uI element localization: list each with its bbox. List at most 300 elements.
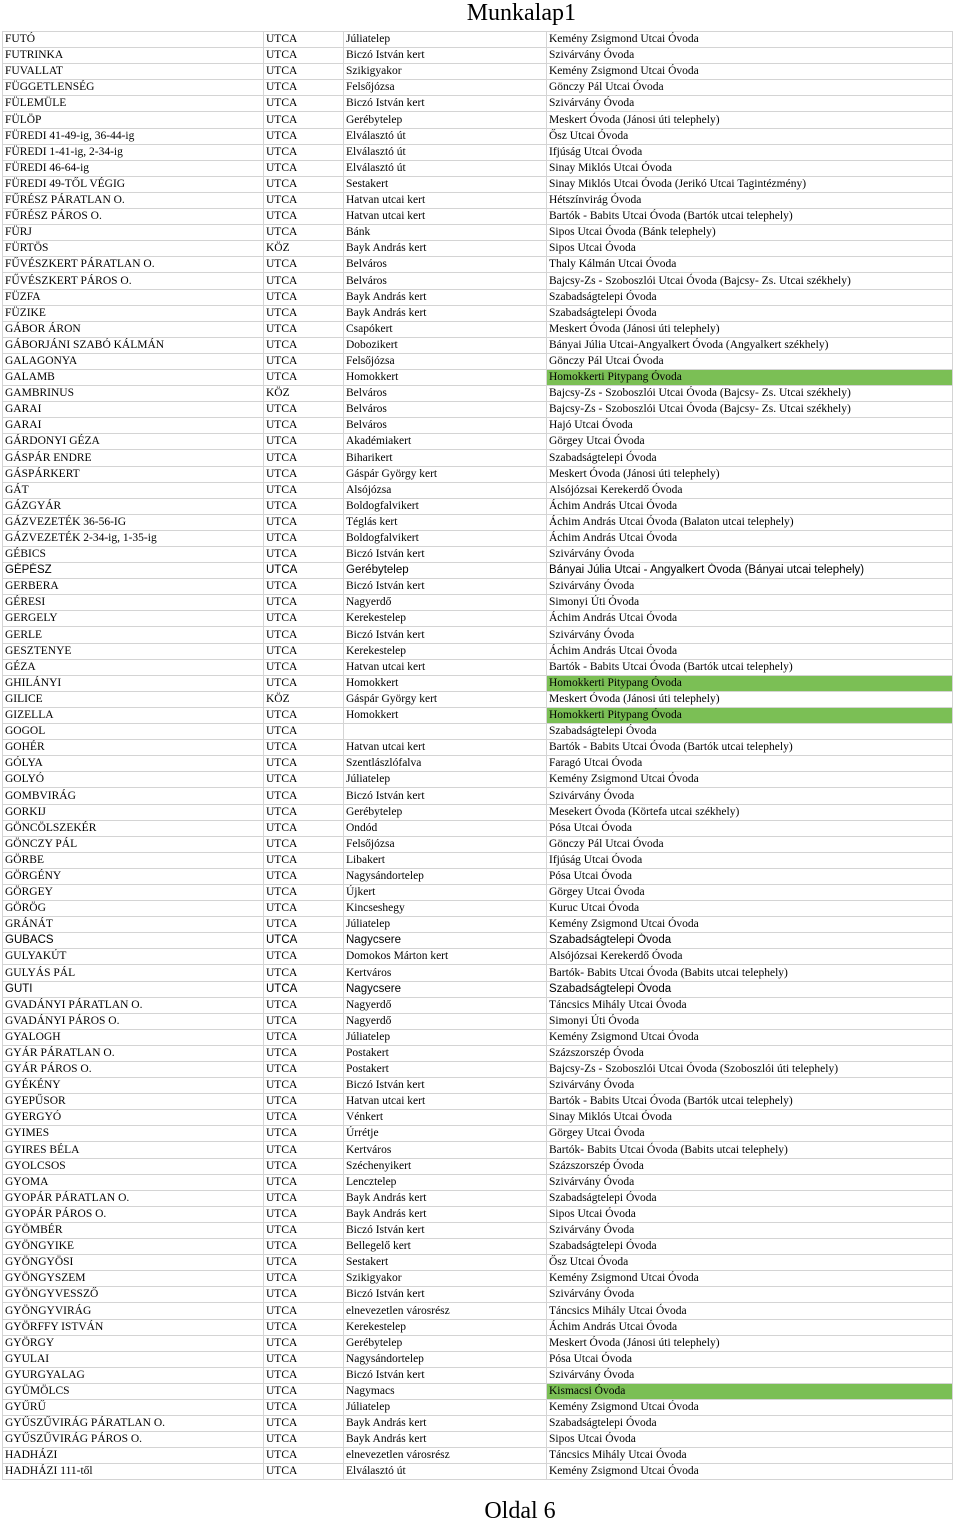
street-type-cell[interactable]: UTCA [264, 949, 344, 965]
kindergarten-cell[interactable]: Szivárvány Óvoda [547, 1222, 953, 1238]
street-type-cell[interactable]: UTCA [264, 1351, 344, 1367]
street-name-cell[interactable]: GRÁNÁT [3, 917, 264, 933]
district-cell[interactable]: Kerekestelep [344, 643, 547, 659]
kindergarten-cell[interactable]: Szabadságtelepi Óvoda [547, 450, 953, 466]
kindergarten-cell[interactable]: Ősz Utcai Óvoda [547, 1255, 953, 1271]
street-type-cell[interactable]: UTCA [264, 1094, 344, 1110]
district-cell[interactable]: Júliatelep [344, 32, 547, 48]
street-name-cell[interactable]: GESZTENYE [3, 643, 264, 659]
kindergarten-cell[interactable]: Kemény Zsigmond Utcai Óvoda [547, 1029, 953, 1045]
kindergarten-cell[interactable]: Görgey Utcai Óvoda [547, 434, 953, 450]
district-cell[interactable]: Bellegelő kert [344, 1239, 547, 1255]
kindergarten-cell[interactable]: Kemény Zsigmond Utcai Óvoda [547, 1464, 953, 1480]
street-type-cell[interactable]: UTCA [264, 1399, 344, 1415]
street-type-cell[interactable]: UTCA [264, 1383, 344, 1399]
kindergarten-cell[interactable]: Sipos Utcai Óvoda [547, 1432, 953, 1448]
district-cell[interactable]: Gáspár György kert [344, 466, 547, 482]
street-type-cell[interactable]: UTCA [264, 144, 344, 160]
kindergarten-cell[interactable]: Meskert Óvoda (Jánosi úti telephely) [547, 1335, 953, 1351]
street-type-cell[interactable]: UTCA [264, 901, 344, 917]
street-type-cell[interactable]: UTCA [264, 1206, 344, 1222]
district-cell[interactable]: Csapókert [344, 321, 547, 337]
street-type-cell[interactable]: UTCA [264, 1126, 344, 1142]
street-type-cell[interactable]: KÖZ [264, 386, 344, 402]
kindergarten-cell[interactable]: Bajcsy-Zs - Szoboszlói Utcai Óvoda (Bajcsy- Zs. Utcai székhely) [547, 386, 953, 402]
district-cell[interactable]: Bayk András kert [344, 1416, 547, 1432]
street-type-cell[interactable]: UTCA [264, 1416, 344, 1432]
district-cell[interactable]: Kertváros [344, 1142, 547, 1158]
kindergarten-cell[interactable]: Áchim András Utcai Óvoda [547, 530, 953, 546]
kindergarten-cell[interactable]: Kemény Zsigmond Utcai Óvoda [547, 64, 953, 80]
kindergarten-cell[interactable]: Hétszínvirág Óvoda [547, 192, 953, 208]
kindergarten-cell[interactable]: Hajó Utcai Óvoda [547, 418, 953, 434]
district-cell[interactable]: Biczó István kert [344, 1287, 547, 1303]
kindergarten-cell[interactable]: Faragó Utcai Óvoda [547, 756, 953, 772]
street-name-cell[interactable]: FŰRÉSZ PÁRATLAN O. [3, 192, 264, 208]
district-cell[interactable]: Gerébytelep [344, 1335, 547, 1351]
street-name-cell[interactable]: GYOPÁR PÁRATLAN O. [3, 1190, 264, 1206]
district-cell[interactable]: Nagyerdő [344, 595, 547, 611]
street-type-cell[interactable]: UTCA [264, 740, 344, 756]
street-type-cell[interactable]: UTCA [264, 482, 344, 498]
district-cell[interactable]: Vénkert [344, 1110, 547, 1126]
district-cell[interactable]: Bayk András kert [344, 241, 547, 257]
street-type-cell[interactable]: KÖZ [264, 691, 344, 707]
street-name-cell[interactable]: FUVALLAT [3, 64, 264, 80]
district-cell[interactable]: Biczó István kert [344, 579, 547, 595]
kindergarten-cell[interactable]: Szabadságtelepi Óvoda [547, 289, 953, 305]
street-type-cell[interactable]: UTCA [264, 257, 344, 273]
street-type-cell[interactable]: UTCA [264, 788, 344, 804]
district-cell[interactable]: Ondód [344, 820, 547, 836]
street-name-cell[interactable]: FÜRJ [3, 225, 264, 241]
district-cell[interactable]: Bánk [344, 225, 547, 241]
district-cell[interactable]: Nagycsere [344, 933, 547, 949]
street-type-cell[interactable]: UTCA [264, 192, 344, 208]
street-name-cell[interactable]: FŰVÉSZKERT PÁROS O. [3, 273, 264, 289]
street-name-cell[interactable]: GÁSPÁRKERT [3, 466, 264, 482]
district-cell[interactable]: Alsójózsa [344, 482, 547, 498]
district-cell[interactable]: Biczó István kert [344, 1222, 547, 1238]
kindergarten-cell[interactable]: Szabadságtelepi Óvoda [547, 981, 953, 997]
district-cell[interactable]: Elválasztó út [344, 144, 547, 160]
street-type-cell[interactable]: UTCA [264, 1271, 344, 1287]
street-type-cell[interactable]: UTCA [264, 112, 344, 128]
street-type-cell[interactable]: UTCA [264, 1174, 344, 1190]
kindergarten-cell[interactable]: Szabadságtelepi Óvoda [547, 305, 953, 321]
kindergarten-cell[interactable]: Görgey Utcai Óvoda [547, 884, 953, 900]
street-name-cell[interactable]: GYŰRŰ [3, 1399, 264, 1415]
kindergarten-cell[interactable]: Szivárvány Óvoda [547, 1078, 953, 1094]
kindergarten-cell[interactable]: Szabadságtelepi Óvoda [547, 1416, 953, 1432]
street-name-cell[interactable]: FÜZFA [3, 289, 264, 305]
district-cell[interactable]: Postakert [344, 1045, 547, 1061]
district-cell[interactable]: Gerébytelep [344, 563, 547, 579]
kindergarten-cell[interactable]: Meskert Óvoda (Jánosi úti telephely) [547, 691, 953, 707]
street-name-cell[interactable]: FÜZIKE [3, 305, 264, 321]
street-name-cell[interactable]: GOHÉR [3, 740, 264, 756]
street-name-cell[interactable]: GYÖNGYSZEM [3, 1271, 264, 1287]
street-type-cell[interactable]: UTCA [264, 868, 344, 884]
street-name-cell[interactable]: GHILÁNYI [3, 675, 264, 691]
street-name-cell[interactable]: GILICE [3, 691, 264, 707]
street-name-cell[interactable]: FUTRINKA [3, 48, 264, 64]
kindergarten-cell[interactable]: Meskert Óvoda (Jánosi úti telephely) [547, 112, 953, 128]
street-type-cell[interactable]: UTCA [264, 804, 344, 820]
street-type-cell[interactable]: UTCA [264, 498, 344, 514]
street-type-cell[interactable]: UTCA [264, 852, 344, 868]
kindergarten-cell[interactable]: Kemény Zsigmond Utcai Óvoda [547, 1271, 953, 1287]
street-type-cell[interactable]: UTCA [264, 627, 344, 643]
kindergarten-cell[interactable]: Kuruc Utcai Óvoda [547, 901, 953, 917]
street-name-cell[interactable]: GYÖMBÉR [3, 1222, 264, 1238]
district-cell[interactable]: Elválasztó út [344, 128, 547, 144]
street-name-cell[interactable]: GÖRBE [3, 852, 264, 868]
district-cell[interactable]: Biczó István kert [344, 1078, 547, 1094]
district-cell[interactable]: elnevezetlen városrész [344, 1303, 547, 1319]
district-cell[interactable]: Felsőjózsa [344, 353, 547, 369]
district-cell[interactable]: Boldogfalvikert [344, 530, 547, 546]
street-type-cell[interactable]: UTCA [264, 1029, 344, 1045]
street-type-cell[interactable]: UTCA [264, 225, 344, 241]
district-cell[interactable]: Elválasztó út [344, 1464, 547, 1480]
district-cell[interactable]: Nagyerdő [344, 997, 547, 1013]
street-name-cell[interactable]: GÁZGYÁR [3, 498, 264, 514]
district-cell[interactable]: Bayk András kert [344, 1432, 547, 1448]
street-name-cell[interactable]: GOMBVIRÁG [3, 788, 264, 804]
street-name-cell[interactable]: GOLYÓ [3, 772, 264, 788]
street-type-cell[interactable]: UTCA [264, 1222, 344, 1238]
district-cell[interactable]: Hatvan utcai kert [344, 209, 547, 225]
street-type-cell[interactable]: UTCA [264, 1448, 344, 1464]
street-type-cell[interactable]: UTCA [264, 32, 344, 48]
street-type-cell[interactable]: UTCA [264, 965, 344, 981]
street-name-cell[interactable]: GULYAKÚT [3, 949, 264, 965]
street-name-cell[interactable]: GÉBICS [3, 547, 264, 563]
kindergarten-cell[interactable]: Áchim András Utcai Óvoda (Balaton utcai telephely) [547, 514, 953, 530]
street-type-cell[interactable]: UTCA [264, 1045, 344, 1061]
street-name-cell[interactable]: GYÁR PÁRATLAN O. [3, 1045, 264, 1061]
street-type-cell[interactable]: UTCA [264, 80, 344, 96]
street-type-cell[interactable]: UTCA [264, 289, 344, 305]
district-cell[interactable]: Téglás kert [344, 514, 547, 530]
street-name-cell[interactable]: GYÁR PÁROS O. [3, 1062, 264, 1078]
district-cell[interactable]: Felsőjózsa [344, 80, 547, 96]
street-type-cell[interactable]: UTCA [264, 884, 344, 900]
street-type-cell[interactable]: UTCA [264, 1239, 344, 1255]
district-cell[interactable]: Júliatelep [344, 917, 547, 933]
district-cell[interactable]: Gerébytelep [344, 804, 547, 820]
kindergarten-cell[interactable]: Áchim András Utcai Óvoda [547, 498, 953, 514]
kindergarten-cell[interactable]: Sinay Miklós Utcai Óvoda [547, 1110, 953, 1126]
street-name-cell[interactable]: GYALOGH [3, 1029, 264, 1045]
district-cell[interactable]: Kerekestelep [344, 1319, 547, 1335]
street-type-cell[interactable]: UTCA [264, 1432, 344, 1448]
district-cell[interactable]: Hatvan utcai kert [344, 192, 547, 208]
kindergarten-cell[interactable]: Meskert Óvoda (Jánosi úti telephely) [547, 321, 953, 337]
district-cell[interactable]: Belváros [344, 257, 547, 273]
street-type-cell[interactable]: UTCA [264, 321, 344, 337]
street-name-cell[interactable]: GERLE [3, 627, 264, 643]
street-name-cell[interactable]: GYOMA [3, 1174, 264, 1190]
street-type-cell[interactable]: UTCA [264, 96, 344, 112]
district-cell[interactable]: Belváros [344, 418, 547, 434]
kindergarten-cell[interactable]: Bajcsy-Zs - Szoboszlói Utcai Óvoda (Bajcsy- Zs. Utcai székhely) [547, 402, 953, 418]
district-cell[interactable]: Biczó István kert [344, 547, 547, 563]
district-cell[interactable]: Júliatelep [344, 1029, 547, 1045]
street-name-cell[interactable]: GYÖNGYVIRÁG [3, 1303, 264, 1319]
kindergarten-cell[interactable]: Kemény Zsigmond Utcai Óvoda [547, 32, 953, 48]
district-cell[interactable]: Nagysándortelep [344, 1351, 547, 1367]
street-name-cell[interactable]: GYOLCSOS [3, 1158, 264, 1174]
district-cell[interactable]: Homokkert [344, 675, 547, 691]
kindergarten-cell[interactable]: Alsójózsai Kerekerdő Óvoda [547, 949, 953, 965]
kindergarten-cell[interactable]: Szabadságtelepi Óvoda [547, 1239, 953, 1255]
district-cell[interactable]: Biharikert [344, 450, 547, 466]
street-name-cell[interactable]: FUTÓ [3, 32, 264, 48]
kindergarten-cell[interactable]: Áchim András Utcai Óvoda [547, 643, 953, 659]
street-name-cell[interactable]: FÜREDI 49-TŐL VÉGIG [3, 176, 264, 192]
district-cell[interactable]: Biczó István kert [344, 48, 547, 64]
kindergarten-cell[interactable]: Homokkerti Pitypang Óvoda [547, 675, 953, 691]
kindergarten-cell[interactable]: Sinay Miklós Utcai Óvoda (Jerikó Utcai Tagintézmény) [547, 176, 953, 192]
district-cell[interactable]: Szikigyakor [344, 1271, 547, 1287]
street-name-cell[interactable]: GYURGYALAG [3, 1367, 264, 1383]
street-name-cell[interactable]: GYÖNGYÖSI [3, 1255, 264, 1271]
street-type-cell[interactable]: UTCA [264, 1335, 344, 1351]
street-name-cell[interactable]: HADHÁZI [3, 1448, 264, 1464]
kindergarten-cell[interactable]: Sinay Miklós Utcai Óvoda [547, 160, 953, 176]
district-cell[interactable]: Gerébytelep [344, 112, 547, 128]
district-cell[interactable]: Elválasztó út [344, 160, 547, 176]
district-cell[interactable]: Kertváros [344, 965, 547, 981]
district-cell[interactable]: Lencztelep [344, 1174, 547, 1190]
kindergarten-cell[interactable]: Gönczy Pál Utcai Óvoda [547, 80, 953, 96]
district-cell[interactable]: Belváros [344, 386, 547, 402]
street-type-cell[interactable]: UTCA [264, 675, 344, 691]
kindergarten-cell[interactable]: Bányai Júlia Utcai-Angyalkert Óvoda (Angyalkert székhely) [547, 337, 953, 353]
street-type-cell[interactable]: UTCA [264, 659, 344, 675]
street-type-cell[interactable]: UTCA [264, 772, 344, 788]
street-type-cell[interactable]: UTCA [264, 997, 344, 1013]
street-type-cell[interactable]: UTCA [264, 1255, 344, 1271]
kindergarten-cell[interactable]: Bartók - Babits Utcai Óvoda (Bartók utcai telephely) [547, 659, 953, 675]
district-cell[interactable]: Hatvan utcai kert [344, 659, 547, 675]
street-name-cell[interactable]: FÜLEMÜLE [3, 96, 264, 112]
kindergarten-cell[interactable]: Sipos Utcai Óvoda [547, 1206, 953, 1222]
street-type-cell[interactable]: UTCA [264, 353, 344, 369]
district-cell[interactable]: Bayk András kert [344, 289, 547, 305]
kindergarten-cell[interactable]: Bartók - Babits Utcai Óvoda (Bartók utcai telephely) [547, 740, 953, 756]
district-cell[interactable]: Újkert [344, 884, 547, 900]
street-type-cell[interactable]: KÖZ [264, 241, 344, 257]
street-name-cell[interactable]: GYULAI [3, 1351, 264, 1367]
district-cell[interactable]: Biczó István kert [344, 1367, 547, 1383]
district-cell[interactable]: Sestakert [344, 176, 547, 192]
street-type-cell[interactable]: UTCA [264, 160, 344, 176]
district-cell[interactable]: Akadémiakert [344, 434, 547, 450]
kindergarten-cell[interactable]: Áchim András Utcai Óvoda [547, 611, 953, 627]
street-name-cell[interactable]: GYÖNGYIKE [3, 1239, 264, 1255]
district-cell[interactable]: Domokos Márton kert [344, 949, 547, 965]
street-type-cell[interactable]: UTCA [264, 756, 344, 772]
street-name-cell[interactable]: GALAMB [3, 369, 264, 385]
street-name-cell[interactable]: GÁRDONYI GÉZA [3, 434, 264, 450]
street-type-cell[interactable]: UTCA [264, 1078, 344, 1094]
street-name-cell[interactable]: FÜLÖP [3, 112, 264, 128]
kindergarten-cell[interactable]: Sipos Utcai Óvoda (Bánk telephely) [547, 225, 953, 241]
street-name-cell[interactable]: GÁT [3, 482, 264, 498]
kindergarten-cell[interactable]: Szivárvány Óvoda [547, 579, 953, 595]
kindergarten-cell[interactable]: Pósa Utcai Óvoda [547, 1351, 953, 1367]
street-name-cell[interactable]: GÉRESI [3, 595, 264, 611]
kindergarten-cell[interactable]: Bajcsy-Zs - Szoboszlói Utcai Óvoda (Bajcsy- Zs. Utcai székhely) [547, 273, 953, 289]
district-cell[interactable]: Nagysándortelep [344, 868, 547, 884]
street-type-cell[interactable]: UTCA [264, 466, 344, 482]
district-cell[interactable]: Felsőjózsa [344, 836, 547, 852]
district-cell[interactable]: Bayk András kert [344, 1206, 547, 1222]
street-name-cell[interactable]: GVADÁNYI PÁRATLAN O. [3, 997, 264, 1013]
kindergarten-cell[interactable]: Simonyi Úti Óvoda [547, 595, 953, 611]
district-cell[interactable]: Szikigyakor [344, 64, 547, 80]
kindergarten-cell[interactable]: Pósa Utcai Óvoda [547, 868, 953, 884]
street-name-cell[interactable]: GÖRGÉNY [3, 868, 264, 884]
kindergarten-cell[interactable]: Százszorszép Óvoda [547, 1045, 953, 1061]
street-name-cell[interactable]: GYÜMÖLCS [3, 1383, 264, 1399]
street-type-cell[interactable]: UTCA [264, 917, 344, 933]
street-name-cell[interactable]: GORKIJ [3, 804, 264, 820]
street-type-cell[interactable]: UTCA [264, 611, 344, 627]
street-type-cell[interactable]: UTCA [264, 1142, 344, 1158]
kindergarten-cell[interactable]: Mesekert Óvoda (Körtefa utcai székhely) [547, 804, 953, 820]
street-type-cell[interactable]: UTCA [264, 514, 344, 530]
street-name-cell[interactable]: GIZELLA [3, 707, 264, 723]
district-cell[interactable]: Úrrétje [344, 1126, 547, 1142]
district-cell[interactable]: Belváros [344, 402, 547, 418]
kindergarten-cell[interactable]: Szabadságtelepi Óvoda [547, 1190, 953, 1206]
district-cell[interactable]: Szentlászlófalva [344, 756, 547, 772]
kindergarten-cell[interactable]: Alsójózsai Kerekerdő Óvoda [547, 482, 953, 498]
kindergarten-cell[interactable]: Kismacsi Óvoda [547, 1383, 953, 1399]
district-cell[interactable]: Nagyerdő [344, 1013, 547, 1029]
district-cell[interactable]: Boldogfalvikert [344, 498, 547, 514]
street-name-cell[interactable]: GÁBORJÁNI SZABÓ KÁLMÁN [3, 337, 264, 353]
kindergarten-cell[interactable]: Szivárvány Óvoda [547, 48, 953, 64]
district-cell[interactable]: Biczó István kert [344, 788, 547, 804]
street-type-cell[interactable]: UTCA [264, 128, 344, 144]
district-cell[interactable]: Belváros [344, 273, 547, 289]
kindergarten-cell[interactable]: Simonyi Úti Óvoda [547, 1013, 953, 1029]
street-name-cell[interactable]: GARAI [3, 418, 264, 434]
district-cell[interactable]: Homokkert [344, 369, 547, 385]
kindergarten-cell[interactable]: Szivárvány Óvoda [547, 96, 953, 112]
street-name-cell[interactable]: GYÖRGY [3, 1335, 264, 1351]
street-name-cell[interactable]: GYÖNGYVESSZŐ [3, 1287, 264, 1303]
street-type-cell[interactable]: UTCA [264, 273, 344, 289]
kindergarten-cell[interactable]: Táncsics Mihály Utcai Óvoda [547, 1448, 953, 1464]
kindergarten-cell[interactable]: Gönczy Pál Utcai Óvoda [547, 836, 953, 852]
street-name-cell[interactable]: GYÖRFFY ISTVÁN [3, 1319, 264, 1335]
street-type-cell[interactable]: UTCA [264, 1367, 344, 1383]
kindergarten-cell[interactable]: Bartók- Babits Utcai Óvoda (Babits utcai telephely) [547, 965, 953, 981]
district-cell[interactable]: Postakert [344, 1062, 547, 1078]
district-cell[interactable] [344, 724, 547, 740]
kindergarten-cell[interactable]: Bányai Júlia Utcai - Angyalkert Óvoda (Bányai utcai telephely) [547, 563, 953, 579]
street-type-cell[interactable]: UTCA [264, 724, 344, 740]
kindergarten-cell[interactable]: Táncsics Mihály Utcai Óvoda [547, 997, 953, 1013]
street-name-cell[interactable]: GÖNCZY PÁL [3, 836, 264, 852]
street-type-cell[interactable]: UTCA [264, 563, 344, 579]
street-type-cell[interactable]: UTCA [264, 305, 344, 321]
kindergarten-cell[interactable]: Szabadságtelepi Óvoda [547, 933, 953, 949]
street-name-cell[interactable]: GALAGONYA [3, 353, 264, 369]
street-type-cell[interactable]: UTCA [264, 434, 344, 450]
street-name-cell[interactable]: GYERGYÓ [3, 1110, 264, 1126]
kindergarten-cell[interactable]: Táncsics Mihály Utcai Óvoda [547, 1303, 953, 1319]
street-type-cell[interactable]: UTCA [264, 981, 344, 997]
district-cell[interactable]: Nagycsere [344, 981, 547, 997]
street-name-cell[interactable]: FŰVÉSZKERT PÁRATLAN O. [3, 257, 264, 273]
street-type-cell[interactable]: UTCA [264, 64, 344, 80]
street-type-cell[interactable]: UTCA [264, 402, 344, 418]
street-name-cell[interactable]: GYŰSZŰVIRÁG PÁRATLAN O. [3, 1416, 264, 1432]
street-name-cell[interactable]: GERGELY [3, 611, 264, 627]
district-cell[interactable]: Dobozikert [344, 337, 547, 353]
district-cell[interactable]: elnevezetlen városrész [344, 1448, 547, 1464]
district-cell[interactable]: Biczó István kert [344, 96, 547, 112]
kindergarten-cell[interactable]: Szabadságtelepi Óvoda [547, 724, 953, 740]
street-name-cell[interactable]: GÖNCÖLSZEKÉR [3, 820, 264, 836]
street-name-cell[interactable]: GVADÁNYI PÁROS O. [3, 1013, 264, 1029]
district-cell[interactable]: Libakert [344, 852, 547, 868]
street-type-cell[interactable]: UTCA [264, 1287, 344, 1303]
street-name-cell[interactable]: GÁZVEZETÉK 36-56-IG [3, 514, 264, 530]
street-name-cell[interactable]: GYOPÁR PÁROS O. [3, 1206, 264, 1222]
kindergarten-cell[interactable]: Kemény Zsigmond Utcai Óvoda [547, 917, 953, 933]
street-type-cell[interactable]: UTCA [264, 369, 344, 385]
street-name-cell[interactable]: FÜGGETLENSÉG [3, 80, 264, 96]
street-type-cell[interactable]: UTCA [264, 579, 344, 595]
kindergarten-cell[interactable]: Pósa Utcai Óvoda [547, 820, 953, 836]
kindergarten-cell[interactable]: Százszorszép Óvoda [547, 1158, 953, 1174]
kindergarten-cell[interactable]: Homokkerti Pitypang Óvoda [547, 369, 953, 385]
street-type-cell[interactable]: UTCA [264, 1158, 344, 1174]
kindergarten-cell[interactable]: Szivárvány Óvoda [547, 788, 953, 804]
district-cell[interactable]: Széchenyikert [344, 1158, 547, 1174]
street-name-cell[interactable]: FÜREDI 1-41-ig, 2-34-ig [3, 144, 264, 160]
street-type-cell[interactable]: UTCA [264, 209, 344, 225]
street-name-cell[interactable]: GOGOL [3, 724, 264, 740]
street-type-cell[interactable]: UTCA [264, 707, 344, 723]
street-name-cell[interactable]: GÖRGEY [3, 884, 264, 900]
kindergarten-cell[interactable]: Ifjúság Utcai Óvoda [547, 852, 953, 868]
street-name-cell[interactable]: FŰRÉSZ PÁROS O. [3, 209, 264, 225]
kindergarten-cell[interactable]: Szivárvány Óvoda [547, 1174, 953, 1190]
street-type-cell[interactable]: UTCA [264, 530, 344, 546]
street-type-cell[interactable]: UTCA [264, 836, 344, 852]
street-type-cell[interactable]: UTCA [264, 1110, 344, 1126]
street-type-cell[interactable]: UTCA [264, 1062, 344, 1078]
district-cell[interactable]: Homokkert [344, 707, 547, 723]
street-type-cell[interactable]: UTCA [264, 820, 344, 836]
district-cell[interactable]: Hatvan utcai kert [344, 1094, 547, 1110]
street-type-cell[interactable]: UTCA [264, 450, 344, 466]
district-cell[interactable]: Hatvan utcai kert [344, 740, 547, 756]
street-name-cell[interactable]: GÁBOR ÁRON [3, 321, 264, 337]
street-type-cell[interactable]: UTCA [264, 547, 344, 563]
street-name-cell[interactable]: GUBACS [3, 933, 264, 949]
street-name-cell[interactable]: GÖRÖG [3, 901, 264, 917]
